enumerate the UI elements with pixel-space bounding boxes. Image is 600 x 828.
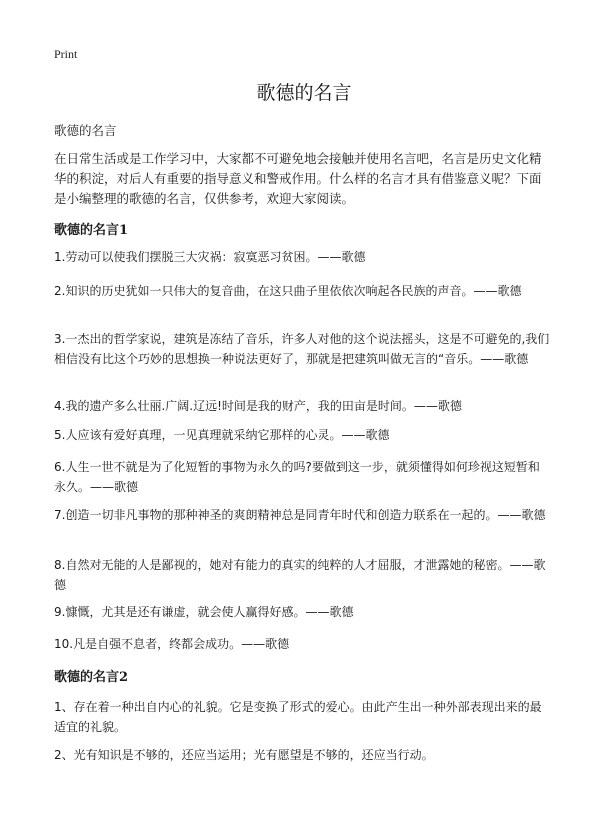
section-heading-1: 歌德的名言1 <box>54 223 129 238</box>
quote-item: 4.我的遗产多么壮丽.广阔.辽远!时间是我的财产，我的田亩是时间。——歌德 <box>54 399 462 413</box>
quote-item: 6.人生一世不就是为了化短暂的事物为永久的吗?要做到这一步，就须懂得如何珍视这短暂和永久。——歌德 <box>54 460 540 494</box>
page-subtitle: 歌德的名言 <box>54 123 117 138</box>
quote-item: 7.创造一切非凡事物的那种神圣的爽朗精神总是同青年时代和创造力联系在一起的。——歌德 <box>54 508 546 522</box>
section-heading-2: 歌德的名言2 <box>54 670 129 685</box>
print-link[interactable]: Print <box>54 47 78 61</box>
page-title: 歌德的名言 <box>256 82 352 104</box>
quote-item: 9.慷慨，尤其是还有谦虚，就会使人赢得好感。——歌德 <box>54 605 354 619</box>
quote-item: 2、光有知识是不够的，还应当运用；光有愿望是不够的，还应当行动。 <box>54 748 434 762</box>
quote-item: 1.劳动可以使我们摆脱三大灾祸：寂寞恶习贫困。——歌德 <box>54 250 366 264</box>
quote-item: 8.自然对无能的人是鄙视的，她对有能力的真实的纯粹的人才屈服，才泄露她的秘密。——歌德 <box>54 558 546 592</box>
intro-paragraph: 在日常生活或是工作学习中，大家都不可避免地会接触并使用名言吧，名言是历史文化精华的积淀，对后人有重要的指导意义和警戒作用。什么样的名言才具有借鉴意义呢？下面是小编整理的歌德的名言，仅供参考，欢迎大家阅读。 <box>54 151 542 206</box>
quote-item: 10.凡是自强不息者，终都会成功。——歌德 <box>54 637 290 651</box>
quote-item: 1、存在着一种出自内心的礼貌。它是变换了形式的爱心。由此产生出一种外部表现出来的最适宜的礼貌。 <box>54 700 542 734</box>
quote-item: 3.一杰出的哲学家说，建筑是冻结了音乐，许多人对他的这个说法摇头，这是不可避免的,我们相信没有比这个巧妙的思想换一种说法更好了，那就是把建筑叫做无言的“音乐。——歌德 <box>54 332 550 366</box>
quote-item: 2.知识的历史犹如一只伟大的复音曲，在这只曲子里依依次响起各民族的声音。——歌德 <box>54 284 522 298</box>
quote-item: 5.人应该有爱好真理，一见真理就采纳它那样的心灵。——歌德 <box>54 428 390 442</box>
